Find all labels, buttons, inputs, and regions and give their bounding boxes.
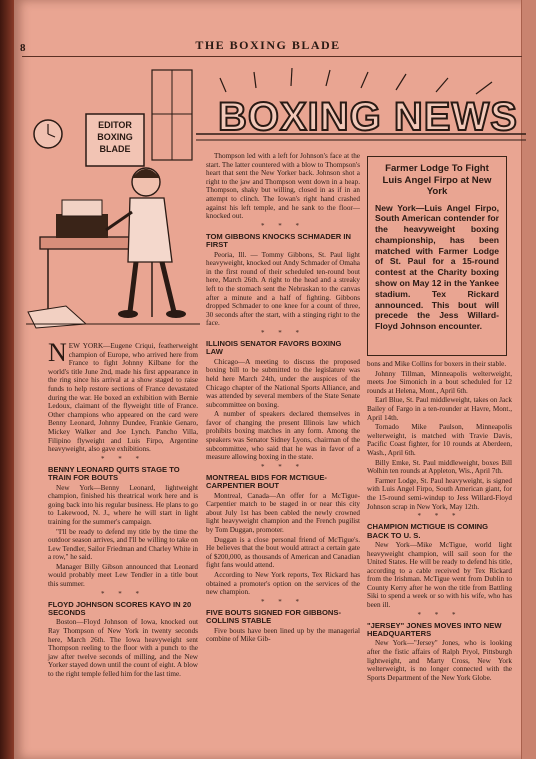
paragraph: A number of speakers declared themselves in favor of changing the present Illinois law which prohibits boxing matches in any form. Among the speakers was Senator Sidney Lyons, chairman of the subcommittee, who said that he was in favor of a measure allowing boxing in the state.: [206, 410, 360, 462]
separator: * * *: [417, 512, 462, 521]
paragraph: Thompson led with a left for Johnson's face at the start. The latter countered with a blow to Thompson's heart that sent the New Yorker back. Johnson shot a right to the jaw and Thompson went down in a heap. Thompson, shaky but willing, closed in as if in an attempt to clinch. The Iowan's right hand crashed against his left temple, and he sank to the floor—knocked out.: [206, 152, 360, 221]
paragraph: New York—"Jersey" Jones, who is looking after the fistic affairs of Ralph Pryol, Pittsburgh lightweight, and Marty Cross, New York welterweight, is no longer connected with the Sports Department of the New York Globe.: [367, 639, 512, 682]
running-title: THE BOXING BLADE: [195, 38, 341, 52]
headline: BENNY LEONARD QUITS STAGE TO TRAIN FOR BOUTS: [48, 464, 180, 483]
separator: * * *: [261, 221, 305, 230]
paragraph: "I'll be ready to defend my title by the time the outdoor season arrives, and I'll be willing to take on Lew Tendler, Sailor Friedman and Charley White in a row," he said.: [48, 527, 198, 562]
headline: CHAMPION MCTIGUE IS COMING BACK TO U. S.: [367, 522, 489, 540]
editor-sign: [86, 114, 144, 166]
boxed-headline: Farmer Lodge To Fight Luis Angel Firpo at New York: [382, 163, 492, 197]
separator: * * *: [261, 597, 305, 606]
headline: MONTREAL BIDS FOR MCTIGUE-CARPENTIER BOUT: [206, 472, 327, 491]
separator: * * *: [101, 589, 145, 598]
editor-cartoon-illustration: [26, 62, 200, 332]
paragraph: Chicago—A meeting to discuss the proposed boxing bill to be submitted to the legislature was held here March 24th, under the auspices of the Chicago chapter of the National Sports Alliance, and was attended by several members of the State Senate subcommittee on boxing.: [206, 357, 360, 409]
book-binding: [0, 0, 14, 759]
paragraph: Five bouts have been lined up by the managerial combine of Mike Gib-: [206, 626, 360, 644]
clock-icon: [34, 120, 62, 148]
boxing-news-banner: [196, 64, 526, 154]
drop-cap: N: [48, 338, 67, 367]
headline: FIVE BOUTS SIGNED FOR GIBBONS-COLLINS STABLE: [206, 607, 342, 626]
banner-title: BOXING NEWS: [218, 95, 518, 139]
column-3: [367, 360, 512, 683]
paragraph: New York—Mike McTigue, world light heavyweight champion, will sail soon for the United States. He will be ready to defend his title, according to a cable received by Tex Rickard from the Irishman. McTigue went from Dublin to County Kerry after he won the title from Battling Siki to spend a week or so with his wife, who has been ill.: [367, 540, 512, 610]
paragraph: Farmer Lodge, St. Paul heavyweight, is signed with Luis Angel Firpo, South American giant, for the 15-round semi-windup to Jess Willard-Floyd Johnson scrap in New York, May 12th.: [367, 476, 512, 511]
paragraph: New York—Benny Leonard, lightweight champion, finished his theatrical work here and is going back into his regular business. He plans to go to Lakewood, N. J., where he will start in light training for the summer's campaign.: [48, 483, 198, 526]
separator: * * *: [261, 328, 305, 337]
header-rule: [22, 56, 522, 57]
lead-paragraph: [48, 338, 198, 454]
paragraph: Billy Emke, St. Paul middleweight, boxes Bill Wolhin ten rounds at Appleton, Wis., April 7th.: [367, 458, 512, 476]
paragraph: Earl Blue, St. Paul middleweight, takes on Jack Bailey of Fargo in a ten-rounder at Havre, Mont., April 14th.: [367, 396, 512, 422]
headline: FLOYD JOHNSON SCORES KAYO IN 20 SECONDS: [48, 599, 192, 618]
headline: "JERSEY" JONES MOVES INTO NEW HEADQUARTERS: [367, 620, 502, 639]
lead-text: EW YORK—Eugene Criqui, featherweight champion of Europe, who arrived here from France to fight Johnny Kilbane for the world's title June 2nd, made his first appearance in the ring since his arrival at a show staged to raise funds to help restore sections of France devastated during the war. He boxed an exhibition with Bernie Ledoux, claimant of the flyweight title of France. Other champions who appeared on the card were Benny Leonard, Johnny Dundee, Frankie Genaro, Mickey Walker and Joe Lynch. Pancho Villa, Filipino flyweight and Luis Firpo, Argentine heavyweight, also gave exhibitions.: [48, 342, 198, 454]
page-number: 8: [20, 42, 26, 54]
paragraph: Manager Billy Gibson announced that Leonard would probably meet Lew Tendler in a title bout this summer.: [48, 562, 198, 589]
separator: * * *: [101, 454, 145, 463]
boxed-body: New York—Luis Angel Firpo, South American contender for the heavyweight boxing championship, has been matched with Farmer Lodge of St. Paul for a 15-round contest at the Charity boxing show on May 12 in the Yankee stadium. Tex Rickard announced. This bout will precede the Jess Willard-Floyd Johnson encounter.: [375, 202, 499, 332]
column-2: [206, 152, 360, 645]
sign-line-1: EDITOR: [98, 120, 132, 130]
sign-line-2: BOXING: [97, 132, 133, 142]
paragraph: According to New York reports, Tex Rickard has obtained a promoter's option on the services of the new champion.: [206, 571, 360, 597]
separator: * * *: [261, 462, 305, 471]
headline: TOM GIBBONS KNOCKS SCHMADER IN FIRST: [206, 231, 351, 250]
paragraph: Peoria, Ill. — Tommy Gibbons, St. Paul light heavyweight, knocked out Andy Schmader of Omaha in the first round of their scheduled ten-round bout here, March 26th. A right to the head and a streaky left to the stomach sent the Nebraskan to the canvas after a minute and a half of fighting. Gibbons dropped Schmader to one knee for a count of three, 30 seconds after the start, with a stinging right to the face.: [206, 250, 360, 328]
paragraph: Johnny Tillman, Minneapolis welterweight, meets Joe Simonich in a bout scheduled for 12 rounds at Helena, Mont., April 6th.: [367, 369, 512, 395]
paragraph: Tornado Mike Paulson, Minneapolis welterweight, is matched with Travie Davis, Pacific Coast fighter, for 10 rounds at Aberdeen, Wash., April 6th.: [367, 423, 512, 457]
separator: * * *: [417, 610, 462, 619]
banner-rays: [220, 68, 492, 94]
headline: ILLINOIS SENATOR FAVORS BOXING LAW: [206, 338, 342, 357]
paragraph: Duggan is a close personal friend of McTigue's. He believes that the bout would attract a certain gate of $200,000, as thousands of American and Canadian fight fans would attend.: [206, 535, 360, 570]
column-1: [48, 338, 198, 680]
paragraph: Montreal, Canada—An offer for a McTigue-Carpentier match to be staged in or near this city about July 1st has been cabled the newly crowned light heavyweight champion and the French pugilist by Tom Duggan, promoter.: [206, 491, 360, 535]
paragraph: Boston—Floyd Johnson of Iowa, knocked out Ray Thompson of New York in twenty seconds here, March 26th. The Iowa heavyweight sent Thompson reeling to the floor with a punch to the jaw after twelve seconds of milling, and the New Yorker stayed down until the count of eight. A blow to the right temple felled him for the last time.: [48, 618, 198, 679]
paragraph: bons and Mike Collins for boxers in their stable.: [367, 360, 507, 368]
boxed-article: [367, 156, 507, 356]
sign-line-3: BLADE: [99, 144, 131, 154]
